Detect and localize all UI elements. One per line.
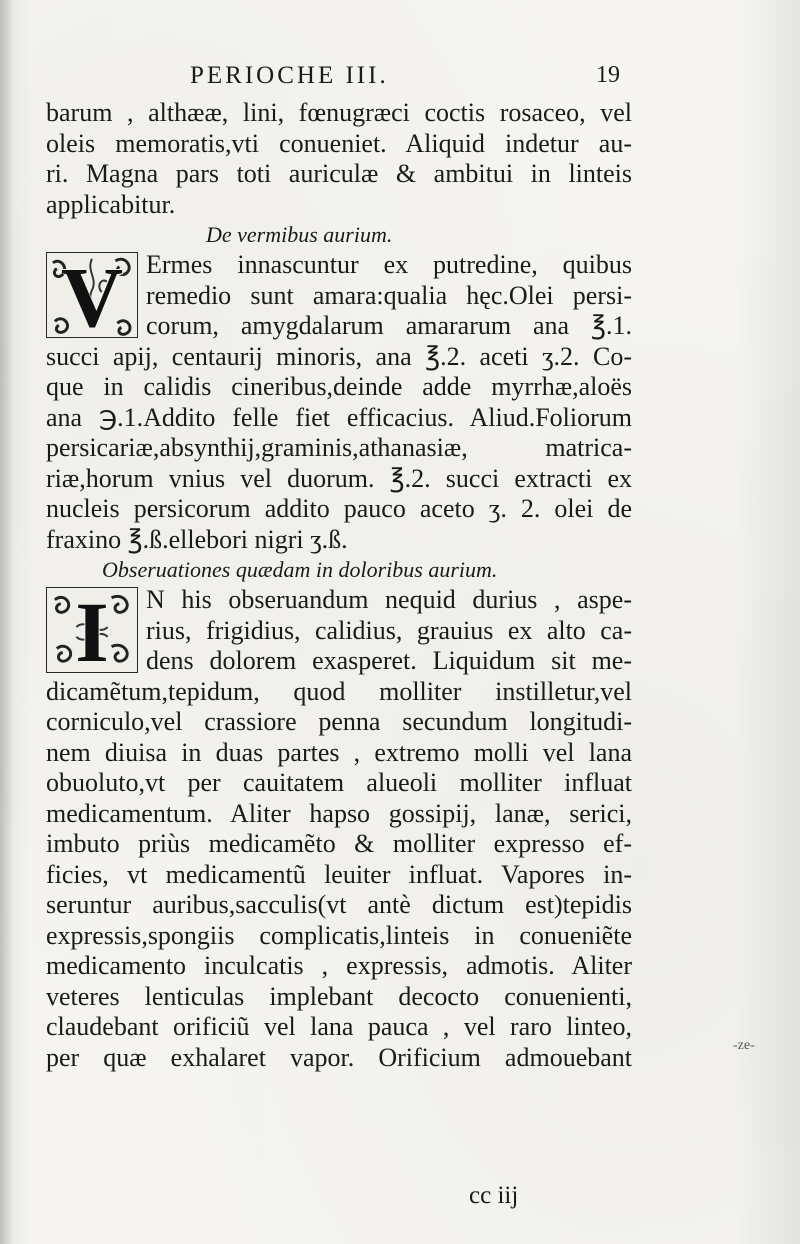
text-line: ana ℈.1.Addito felle fiet efficacius. Aliud.Foliorum xyxy=(46,402,632,432)
text-line: imbuto priùs medicamẽto & molliter expresso ef- xyxy=(46,829,632,858)
text-block xyxy=(46,98,632,1073)
signature-catchword: cc iij xyxy=(469,1182,519,1209)
text-line: remedio sunt amara:qualia hęc.Olei persi- xyxy=(146,280,632,310)
text-line: que in calidis cineribus,deinde adde myrrhæ,aloës xyxy=(46,372,632,401)
text-line: oleis memoratis,vti conueniet. Aliquid indetur au- xyxy=(46,128,632,158)
gutter-shadow xyxy=(0,0,14,1244)
section-ear-remedies-end xyxy=(46,98,632,220)
text-line: barum , althææ, lini, fœnugræci coctis rosaceo, vel xyxy=(46,98,632,127)
text-line: ficies, vt medicamentũ leuiter influat. Vapores in- xyxy=(46,859,632,889)
text-line: nem diuisa in duas partes , extremo molli vel lana xyxy=(46,737,632,767)
text-line: expressis,spongiis complicatis,linteis in conueniẽte xyxy=(46,920,632,950)
text-line: veteres lenticulas implebant decocto conuenienti, xyxy=(46,981,632,1011)
paragraph-vermes-continued xyxy=(46,342,632,556)
initial-letter: I xyxy=(75,587,109,673)
text-line: obuoluto,vt per cauitatem alueoli molliter influat xyxy=(46,768,632,797)
text-line: ri. Magna pars toti auriculæ & ambitui in linteis xyxy=(46,159,632,188)
text-line: medicamento inculcatis , expressis, admotis. Aliter xyxy=(46,951,632,980)
text-line: medicamentum. Aliter hapso gossipij, lanæ, serici, xyxy=(46,798,632,828)
text-line: N his obseruandum nequid durius , aspe- xyxy=(146,585,632,614)
text-line: rius, frigidius, calidius, grauius ex alto ca- xyxy=(146,615,632,645)
text-line: nucleis persicorum addito pauco aceto ʒ. 2. olei de xyxy=(46,494,632,523)
text-line: dens dolorem exasperet. Liquidum sit me- xyxy=(146,646,632,675)
running-head: PERIOCHE III. xyxy=(190,62,389,89)
paragraph-in-his xyxy=(46,585,632,677)
text-line: applicabitur. xyxy=(46,189,176,219)
text-line: per quæ exhalaret vapor. Orificium admouebant xyxy=(46,1042,632,1072)
text-line: persicariæ,absynthij,graminis,athanasiæ, matrica- xyxy=(46,433,632,462)
text-line: succi apij, centaurij minoris, ana ℥.2. aceti ʒ.2. Co- xyxy=(46,341,632,371)
paragraph-in-his-continued xyxy=(46,677,632,1074)
page-number: 19 xyxy=(596,62,620,88)
decorated-initial-i xyxy=(46,587,138,673)
text-line: Ermes innascuntur ex putredine, quibus xyxy=(146,250,632,279)
heading-obseruationes: Obseruationes quædam in doloribus aurium. xyxy=(102,557,498,582)
text-line: corum, amygdalarum amararum ana ℥.1. xyxy=(146,311,632,340)
stray-ink-mark: -ze- xyxy=(733,1038,755,1053)
text-line: claudebant orificiũ vel lana pauca , vel raro linteo, xyxy=(46,1012,632,1041)
text-line: riæ,horum vnius vel duorum. ℥.2. succi extracti ex xyxy=(46,463,632,493)
initial-letter: V xyxy=(60,252,124,338)
paragraph-vermes xyxy=(46,250,632,342)
text-line: seruntur auribus,sacculis(vt antè dictum est)tepidis xyxy=(46,890,632,919)
heading-de-vermibus-aurium: De vermibus aurium. xyxy=(206,222,393,247)
text-line: corniculo,vel crassiore penna secundum longitudi- xyxy=(46,707,632,736)
text-line: dicamẽtum,tepidum, quod molliter instilletur,vel xyxy=(46,676,632,706)
text-line: fraxino ℥.ß.ellebori nigri ʒ.ß. xyxy=(46,524,348,554)
decorated-initial-v xyxy=(46,252,138,338)
